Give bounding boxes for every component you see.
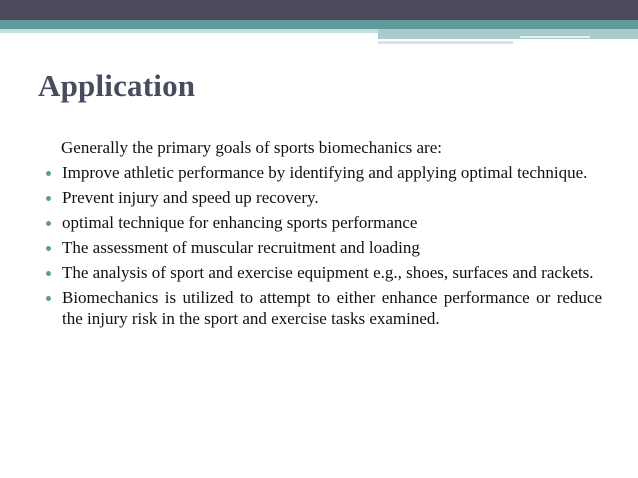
bullet-text: The analysis of sport and exercise equipment e.g., shoes, surfaces and rackets.	[62, 263, 594, 282]
header-band-dark	[0, 0, 638, 20]
header-band-light	[0, 29, 378, 33]
bullet-item	[40, 187, 602, 208]
bullet-text: Improve athletic performance by identifying and applying optimal technique.	[62, 163, 588, 182]
bullet-text: Biomechanics is utilized to attempt to either enhance performance or reduce the injury risk in the sport and exercise tasks examined.	[62, 288, 602, 328]
bullet-list	[40, 162, 602, 329]
bullet-dot-icon	[46, 196, 51, 201]
bullet-item	[40, 262, 602, 283]
bullet-dot-icon	[46, 246, 51, 251]
bullet-dot-icon	[46, 221, 51, 226]
bullet-item	[40, 287, 602, 329]
slide-title: Application	[38, 68, 196, 103]
bullet-dot-icon	[46, 271, 51, 276]
slide-body	[40, 137, 602, 333]
bullet-item	[40, 162, 602, 183]
bullet-text: optimal technique for enhancing sports performance	[62, 213, 418, 232]
bullet-item	[40, 237, 602, 258]
header-band-accent	[378, 29, 638, 39]
intro-text: Generally the primary goals of sports biomechanics are:	[61, 138, 442, 157]
header-band-accent-line	[520, 36, 590, 38]
bullet-dot-icon	[46, 171, 51, 176]
bullet-text: Prevent injury and speed up recovery.	[62, 188, 319, 207]
bullet-item	[40, 212, 602, 233]
bullet-dot-icon	[46, 296, 51, 301]
bullet-text: The assessment of muscular recruitment and loading	[62, 238, 420, 257]
header-band-accent-thin	[378, 41, 513, 44]
header-band-teal	[0, 20, 638, 29]
